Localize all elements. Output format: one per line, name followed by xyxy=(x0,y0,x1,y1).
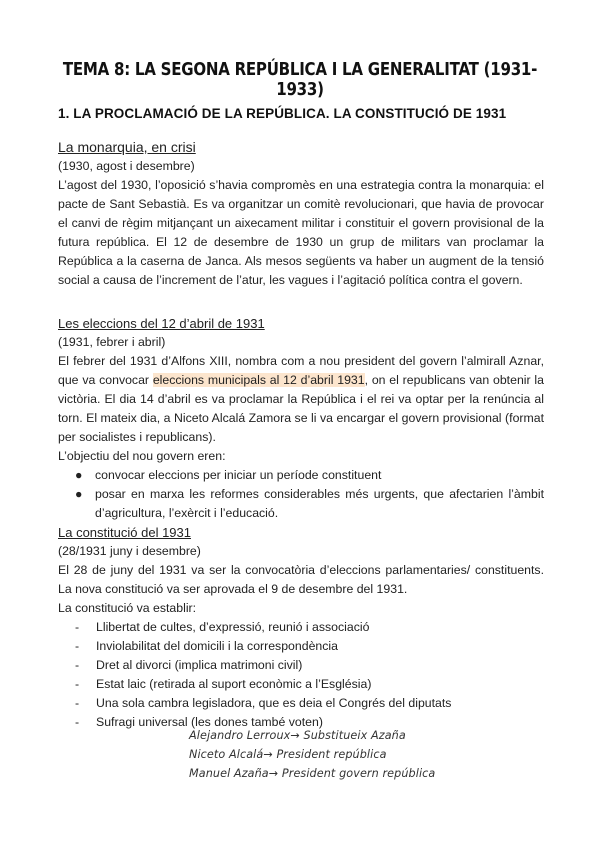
eleccions-text-after: , on el republicans van obtenir la victòria. El dia 14 d’abril es va proclamar la República i el rei va optar per la renúncia al torn. El mateix dia, a Niceto Alcalá Zamora se li va encargar el govern provisional (format per socialistes i republicans). xyxy=(58,373,544,444)
list-item: ● posar en marxa les reformes considerables més urgents, que afectarien l’àmbit d’agricultura, l’exèrcit i l’educació. xyxy=(75,487,544,520)
eleccions-section xyxy=(58,314,544,523)
eleccions-heading: Les eleccions del 12 d’abril de 1931 xyxy=(58,316,265,331)
objectius-list xyxy=(58,466,544,523)
eleccions-text-before: El febrer del 1931 d’Alfons XIII, nombra com a nou president del govern l’almirall Aznar, que va convocar xyxy=(58,354,544,387)
list-item: - Llibertat de cultes, d’expressió, reunió i associació xyxy=(58,618,544,637)
note-line: Alejandro Lerroux→ Substitueix Azaña xyxy=(189,729,406,742)
constitucio-dates: (28/1931 juny i desembre) xyxy=(58,544,201,558)
bullet-icon: ● xyxy=(75,487,83,501)
dash-icon: - xyxy=(75,677,80,691)
dash-icon: - xyxy=(75,620,80,634)
eleccions-dates: (1931, febrer i abril) xyxy=(58,335,166,349)
dash-icon: - xyxy=(75,696,80,710)
list-item: - Estat laic (retirada al suport econòmic a l’Església) xyxy=(58,675,544,694)
monarquia-text: L’agost del 1930, l’oposició s’havia compromès en una estrategia contra la monarquia: el pacte de Sant Sebastià. Es va organitzar un comitè revolucionari, que havia de provocar el canvi de règim mitjançant un aixecament militar i constituir el govern provisional de la futura república. El 12 de desembre de 1930 un grup de militars van proclamar la República a la caserna de Janca. Als mesos següents va haber un augment de la tensió social a causa de l’increment de l’atur, les vagues i l’agitació política contra el govern. xyxy=(58,178,544,287)
handwritten-notes xyxy=(189,726,435,783)
list-item: - Sufragi universal (les dones també voten) xyxy=(58,713,544,732)
monarquia-dates: (1930, agost i desembre) xyxy=(58,159,195,173)
monarquia-heading: La monarquia, en crisi xyxy=(58,139,196,155)
dash-icon: - xyxy=(75,658,80,672)
document-title: TEMA 8: LA SEGONA REPÚBLICA I LA GENERALITAT (1931-1933) xyxy=(62,60,538,100)
dash-icon: - xyxy=(75,715,80,729)
section-heading: 1. LA PROCLAMACIÓ DE LA REPÚBLICA. LA CONSTITUCIÓ DE 1931 xyxy=(58,106,507,121)
bullet-icon: ● xyxy=(75,468,83,482)
constitucio-list xyxy=(58,618,544,732)
note-line: Manuel Azaña→ President govern república xyxy=(189,767,436,780)
list-item: - Una sola cambra legisladora, que es deia el Congrés del diputats xyxy=(58,694,544,713)
objectiu-label: L’objectiu del nou govern eren: xyxy=(58,449,226,463)
note-line: Niceto Alcalá→ President república xyxy=(189,748,387,761)
constitucio-section xyxy=(58,523,544,732)
constitucio-text: El 28 de juny del 1931 va ser la convocatòria d’eleccions parlamentaries/ constituents. La nova constitució va ser aprovada el 9 de desembre del 1931. xyxy=(58,563,544,596)
constitucio-heading: La constitució del 1931 xyxy=(58,525,191,540)
dash-icon: - xyxy=(75,639,80,653)
list-item: ● convocar eleccions per iniciar un període constituent xyxy=(58,466,544,485)
establir-label: La constitució va establir: xyxy=(58,601,197,615)
monarquia-section xyxy=(58,138,544,290)
eleccions-text xyxy=(58,352,544,447)
list-item: - Dret al divorci (implica matrimoni civil) xyxy=(58,656,544,675)
highlighted-text: eleccions municipals al 12 d’abril 1931 xyxy=(152,373,365,387)
list-item: - Inviolabilitat del domicili i la correspondència xyxy=(58,637,544,656)
